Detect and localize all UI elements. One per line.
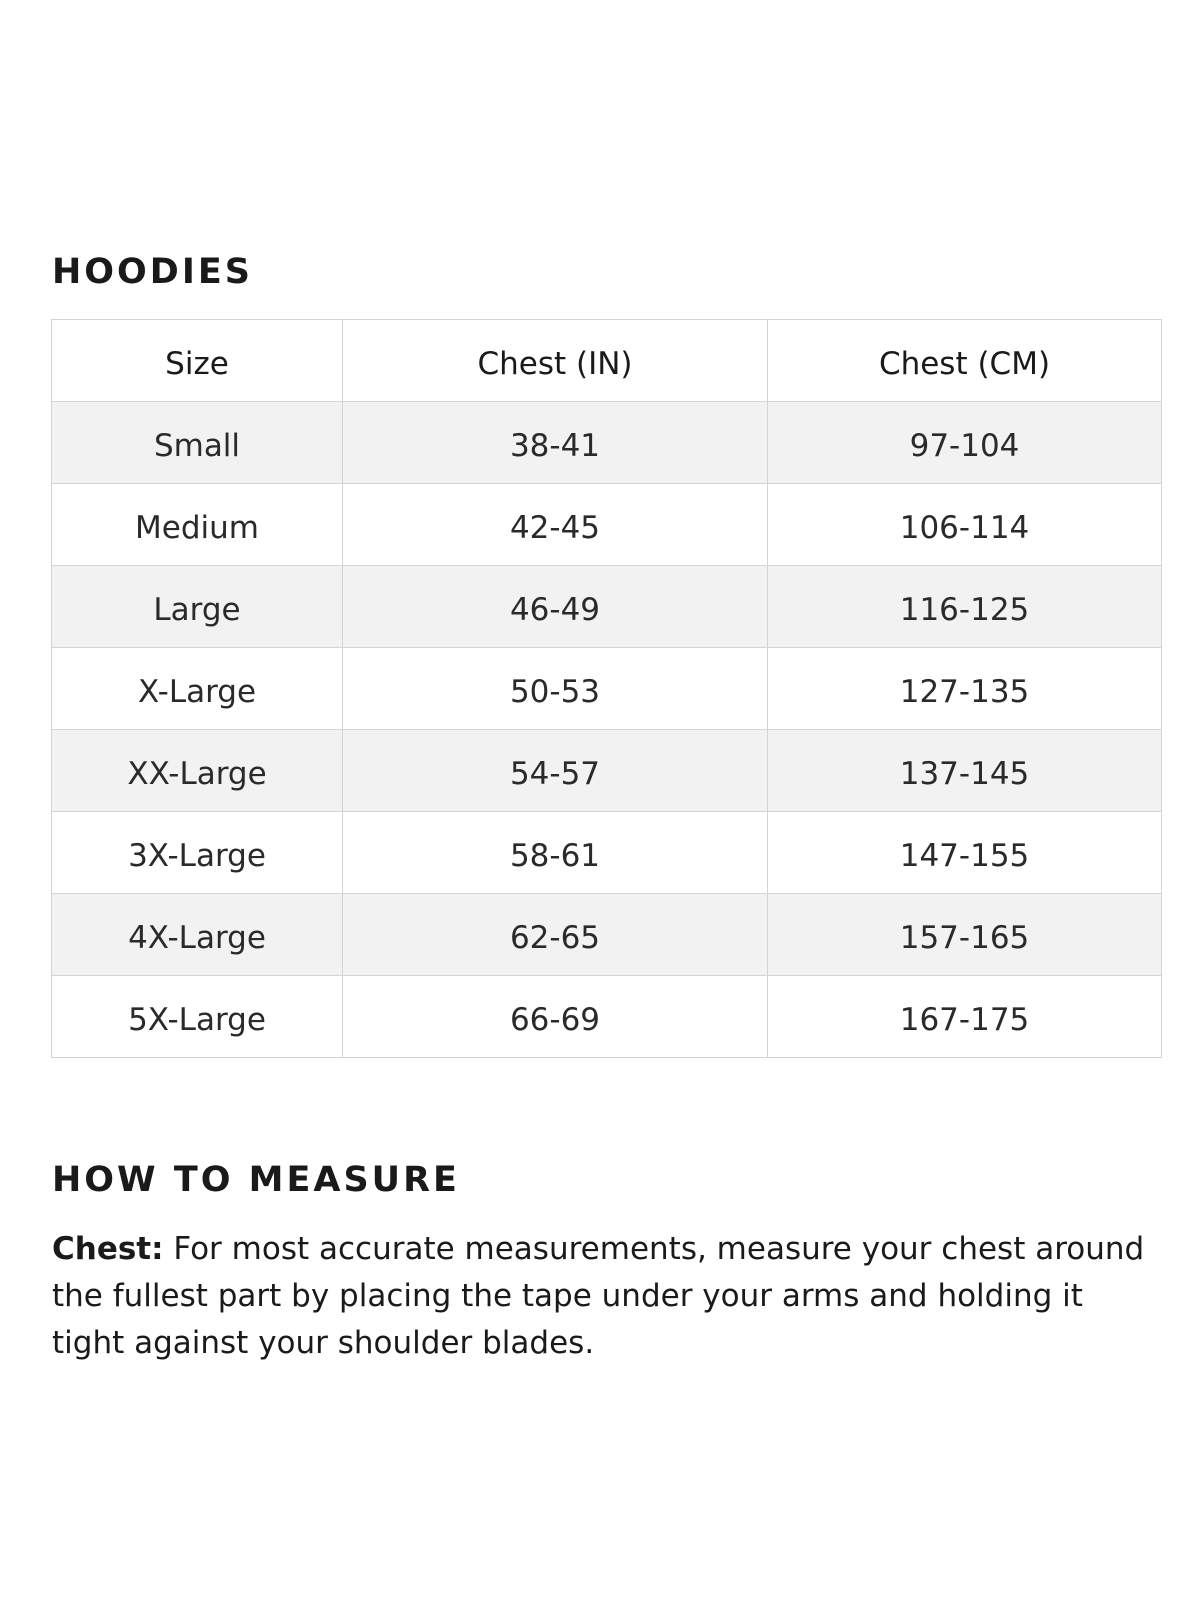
size-cell: 3X-Large — [52, 812, 343, 894]
size-cell: X-Large — [52, 648, 343, 730]
size-cell: 5X-Large — [52, 976, 343, 1058]
section-title-how-to-measure: HOW TO MEASURE — [52, 1160, 460, 1200]
chest-cm-cell: 106-114 — [768, 484, 1162, 566]
table-row — [52, 566, 1162, 648]
measure-instructions — [52, 1226, 1162, 1367]
table-row — [52, 648, 1162, 730]
section-title-hoodies: HOODIES — [52, 252, 253, 292]
size-cell: 4X-Large — [52, 894, 343, 976]
table-row — [52, 484, 1162, 566]
table-header-row — [52, 320, 1162, 402]
table-row — [52, 812, 1162, 894]
chest-cm-cell: 147-155 — [768, 812, 1162, 894]
chest-in-cell: 66-69 — [343, 976, 768, 1058]
chest-cm-cell: 157-165 — [768, 894, 1162, 976]
table-row — [52, 894, 1162, 976]
table-row — [52, 976, 1162, 1058]
measure-label: Chest: — [52, 1231, 164, 1267]
chest-in-cell: 58-61 — [343, 812, 768, 894]
chest-in-cell: 62-65 — [343, 894, 768, 976]
chest-cm-cell: 116-125 — [768, 566, 1162, 648]
chest-cm-cell: 137-145 — [768, 730, 1162, 812]
chest-in-cell: 50-53 — [343, 648, 768, 730]
size-chart-table — [51, 319, 1162, 1058]
chest-in-cell: 38-41 — [343, 402, 768, 484]
table-row — [52, 402, 1162, 484]
chest-in-cell: 46-49 — [343, 566, 768, 648]
chest-in-cell: 54-57 — [343, 730, 768, 812]
chest-cm-cell: 127-135 — [768, 648, 1162, 730]
size-cell: Small — [52, 402, 343, 484]
size-cell: Medium — [52, 484, 343, 566]
column-header-chest-in: Chest (IN) — [343, 320, 768, 402]
measure-description: For most accurate measurements, measure your chest around the fullest part by placing the tape under your arms and holding it tight against your shoulder blades. — [52, 1231, 1145, 1361]
column-header-size: Size — [52, 320, 343, 402]
table-row — [52, 730, 1162, 812]
chest-cm-cell: 167-175 — [768, 976, 1162, 1058]
size-cell: XX-Large — [52, 730, 343, 812]
size-cell: Large — [52, 566, 343, 648]
chest-cm-cell: 97-104 — [768, 402, 1162, 484]
column-header-chest-cm: Chest (CM) — [768, 320, 1162, 402]
chest-in-cell: 42-45 — [343, 484, 768, 566]
